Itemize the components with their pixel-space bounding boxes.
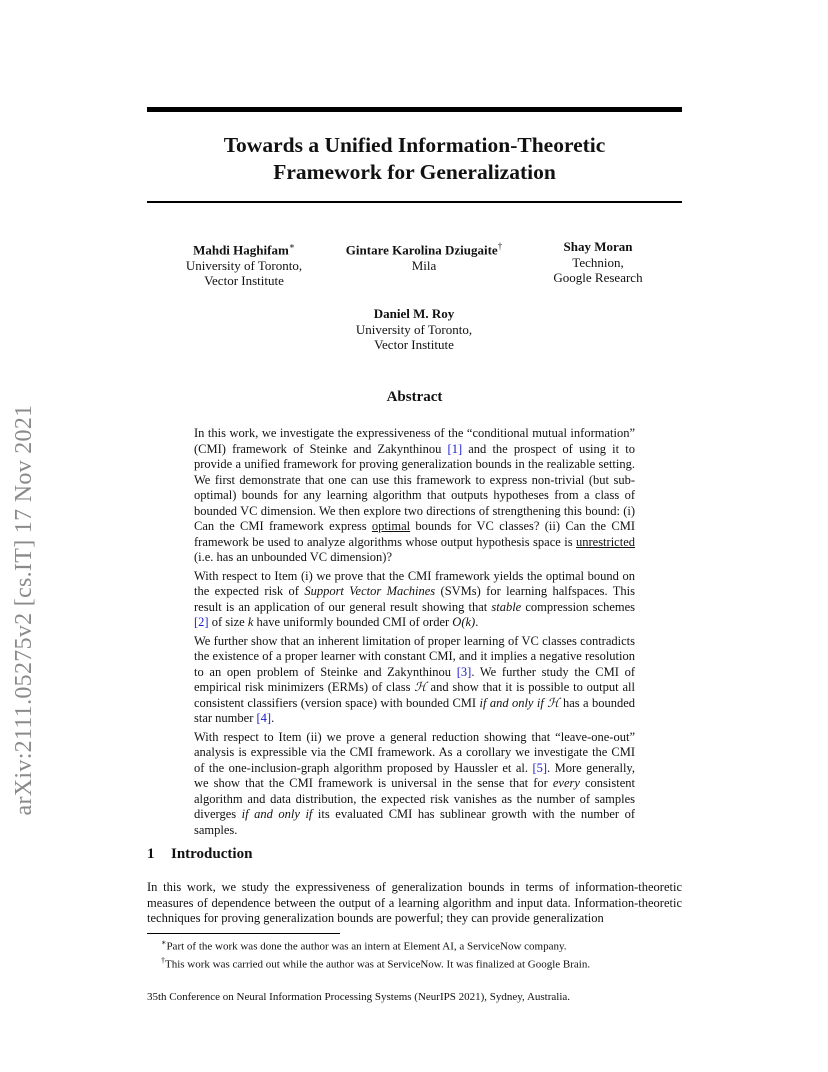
citation-link[interactable]: [2] [194,615,209,629]
section-number: 1 [147,846,155,862]
citation-link[interactable]: [3] [456,664,472,679]
footnote: †This work was carried out while the author was at ServiceNow. It was finalized at Google Brain. [161,956,591,971]
author-mark: † [497,241,503,251]
abstract-paragraph: With respect to Item (ii) we prove a general reduction showing that “leave-one-out” analysis is expressible via the CMI framework. As a corollary we investigate the CMI of the one-inclusion-graph algorithm proposed by Haussler et al. [5]. More generally, we show that the CMI framework is universal in the sense that for every consistent algorithm and data distribution, the expected risk vanishes as the number of samples diverges if and only if its evaluated CMI has sublinear growth with the number of samples. [194,729,635,837]
paper-title [147,132,682,186]
author-block [174,239,314,289]
author-block [334,306,494,353]
author-affiliation: Technion, [572,254,624,270]
title-line-2: Framework for Generalization [273,160,556,184]
footnote-rule [147,933,340,934]
abstract-body [194,426,635,841]
author-block [538,239,658,286]
author-affiliation: Vector Institute [204,273,284,289]
footnotes [147,936,682,972]
author-name: Gintare Karolina Dziugaite [345,242,498,258]
abstract-paragraph: We further show that an inherent limitation of proper learning of VC classes contradicts the existence of a proper learner with constant CMI, and it implies a negative resolution to an open problem of Steinke and Zakynthinou [3]. We further study the CMI of empirical risk minimizers (ERMs) of class ℋ and show that it is possible to output all consistent classifiers (version space) with bounded CMI if and only if ℋ has a bounded star number [4]. [194,633,636,725]
author-mark: ∗ [288,241,295,251]
author-name: Shay Moran [563,239,633,254]
author-affiliation: Vector Institute [374,337,454,352]
intro-paragraph: In this work, we study the expressiveness of generalization bounds in terms of information-theoretic measures of dependence between the output of a learning algorithm and input data. Information-theoretic techniques for proving generalization bounds are powerful; they can provide generalization [147,880,682,925]
conference-note: 35th Conference on Neural Information Processing Systems (NeurIPS 2021), Sydney, Australia. [147,991,571,1003]
title-line-1: Towards a Unified Information-Theoretic [223,133,606,157]
abstract-heading: Abstract [386,389,443,405]
arxiv-identifier: arXiv:2111.05275v2 [cs.IT] 17 Nov 2021 [11,404,37,816]
author-affiliation: Mila [411,257,437,273]
title-top-rule [147,107,682,112]
footnote: ∗Part of the work was done the author was an intern at Element AI, a ServiceNow company. [161,938,567,953]
citation-link[interactable]: [5] [532,760,548,775]
citation-link[interactable]: [1] [447,441,463,456]
author-block [334,239,514,273]
author-affiliation: University of Toronto, [185,257,303,273]
abstract-paragraph: In this work, we investigate the expressiveness of the “conditional mutual information” (CMI) framework of Steinke and Zakynthinou [1] and the prospect of using it to provide a unified framework for proving generalization bounds in the realizable setting. We first demonstrate that one can use this framework to express non-trivial (but sub-optimal) bounds for any learning algorithm that outputs hypotheses from a class of bounded VC dimension. We then explore two directions of strengthening this bound: (i) Can the CMI framework express optimal bounds for VC classes? (ii) Can the CMI framework be used to analyze algorithms whose output hypothesis space is unrestricted (i.e. has an unbounded VC dimension)? [194,426,636,564]
title-bottom-rule [147,201,682,203]
author-name: Daniel M. Roy [373,306,455,321]
author-affiliation: Google Research [553,270,643,285]
citation-link[interactable]: [4] [256,711,272,725]
abstract-paragraph: With respect to Item (i) we prove that the CMI framework yields the optimal bound on the expected risk of Support Vector Machines (SVMs) for learning halfspaces. This result is an application of our general result showing that stable compression schemes [2] of size k have uniformly bounded CMI of order O(k). [194,568,636,629]
author-name: Mahdi Haghifam [193,242,289,258]
section-title: Introduction [171,846,253,862]
section-heading [147,846,252,863]
author-affiliation: University of Toronto, [355,321,473,337]
